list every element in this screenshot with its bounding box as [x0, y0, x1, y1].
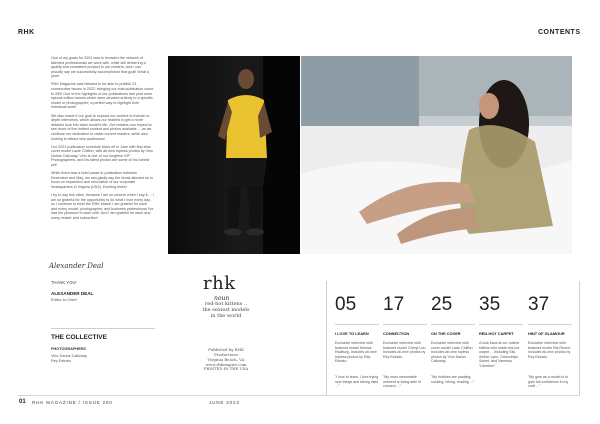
publisher-line: Virginia Beach, VA [207, 357, 245, 362]
definition-line: red-hot kittens .. [204, 301, 248, 307]
contents-title: RED-HOT CARPET [479, 331, 514, 336]
letter-paragraph: I try to say this often, because I am so sincere when I say it ... I am so grateful for the opportunity to do what I love every day, so I continue to build the RHK brand! I am grateful for each and every model, photographer, and business professional I've had the pleasure to work with. And I am grateful for each and every reader and subscriber! [51, 192, 154, 220]
photographer-name: Vino Darius Calloway [51, 354, 88, 358]
contents-rule [528, 324, 572, 325]
photographer-name: Rey Estrato [51, 358, 71, 363]
contents-page-number: 05 [335, 294, 357, 315]
contents-quote: "I love to learn. I love trying new things and taking risks ..." [335, 375, 379, 388]
letter-paragraph: Our 2023 publication schedule kicks off in June with first-time cover model Lacie Chiffon, with all-new topless photos by Vino Darius Calloway. Vino is one of our longtime VIP Photographers, and his latest photos are some of his hottest yet! [51, 144, 153, 167]
contents-title: ON THE COVER [431, 331, 461, 336]
contents-page-number: 17 [383, 294, 405, 315]
contents-description: Exclusive interview with featured model Cheryl Lou. Includes all-new photos by Rey Estrato. [383, 341, 427, 359]
letter-paragraph: We also made it our goal to expand our content to include in-depth interviews, which allows our readers to get a more detailed look into each model's life. Our readers can expect to see more of the hottest content and photos available ... as we continue our dedication to retain current readers, while also looking to attract new audiences! [51, 113, 152, 141]
footer-date: JUNE 2023 [209, 400, 240, 405]
publisher-url: www.rhkempire.com [205, 362, 247, 367]
editor-signature: Alexander Deal [49, 262, 104, 270]
contents-description: Exclusive interview with featured model Monica Radburg. Includes all-new topless photos by Rey Estrato. [335, 341, 377, 363]
contents-page-number: 37 [528, 294, 550, 315]
brand-header: RHK [18, 29, 35, 36]
printed-in: PRINTED IN THE USA [203, 366, 249, 371]
editor-name: ALEXANDER DEAL [51, 291, 94, 296]
thank-you-text: THANK YOU! [51, 280, 77, 285]
editor-letter [51, 56, 154, 224]
contents-rule [335, 324, 379, 325]
contents-quote: "My hobbies are painting, cooking, hiking, reading ..." [431, 375, 475, 384]
contents-title: CONNECTION [383, 331, 410, 336]
male-model-figure [168, 56, 300, 254]
contents-quote: "My goal as a model is to gain full confidence in my craft ..." [528, 375, 569, 388]
footer-divider [18, 395, 580, 396]
footer-page-number: 01 [19, 399, 26, 405]
editor-role: Editor-in-Chief [51, 297, 77, 302]
contents-description: Exclusive interview with cover model Lacie Chiffon. Includes all-new topless photos by Vino Darius Calloway. [431, 341, 474, 363]
contents-description: A look back at our hottest kittens who made red-hot carpet ... Including Sisi, Amber Lynn, Gwendolyn Sweet, and Vanessa "Libertine". [479, 341, 520, 368]
brand-noun: noun [214, 295, 230, 302]
contents-page-number: 35 [479, 294, 501, 315]
collective-divider [51, 328, 155, 329]
contents-page-number: 25 [431, 294, 453, 315]
contents-title: I LOVE TO LEARN [335, 331, 369, 336]
cover-model-scene [301, 56, 572, 254]
contents-grid [326, 281, 580, 396]
letter-paragraph: One of my goals for 2022 was to broaden the network of talented professionals we work with, while still delivering a quality and consistent product to our readers. And I can proudly say we successfully accomplished that goal! What a year! [51, 56, 149, 79]
section-header: CONTENTS [538, 29, 581, 36]
brand-wordmark: rhk [203, 273, 236, 294]
definition-line: in the world [210, 312, 242, 319]
photographer-list [51, 354, 87, 364]
collective-title: THE COLLECTIVE [51, 334, 107, 341]
publisher-line: Published by RHK Productions [208, 347, 244, 357]
contents-rule [383, 324, 427, 325]
contents-rule [431, 324, 475, 325]
publisher-info [196, 347, 256, 367]
contents-title: HINT OF GLAMOUR [528, 331, 565, 336]
contents-description: Exclusive interview with featured model Ria Renee. Includes all-new photos by Rey Estrato. [528, 341, 571, 359]
letter-paragraph: While there was a brief pause in publication between December and May, we can gladly say the break allowed us to focus on expansion and renovation of our corporate headquarters in Virginia (USA). Exciting times! [51, 171, 154, 189]
contents-quote: "My most memorable moment is being able to connect ..." [383, 375, 422, 388]
footer-magazine: RHK MAGAZINE / ISSUE 260 [32, 400, 113, 405]
photo-male-model [168, 56, 300, 254]
contents-divider [326, 281, 327, 396]
contents-divider [579, 281, 580, 396]
photo-cover-model [301, 56, 572, 254]
contents-rule [479, 324, 523, 325]
brand-definition [196, 302, 256, 319]
definition-line: the sexiest models [202, 306, 250, 313]
photographers-label: PHOTOGRAPHERS [51, 347, 86, 351]
letter-paragraph: RHK Magazine was blessed to be able to publish 23 consecutive issues in 2022, bringing our total publication count to 250! One of the highlights of our publications last year were special edition issues which were devoted entirely to a specific model or photographer; a perfect way to highlight their individual work! [51, 82, 154, 110]
